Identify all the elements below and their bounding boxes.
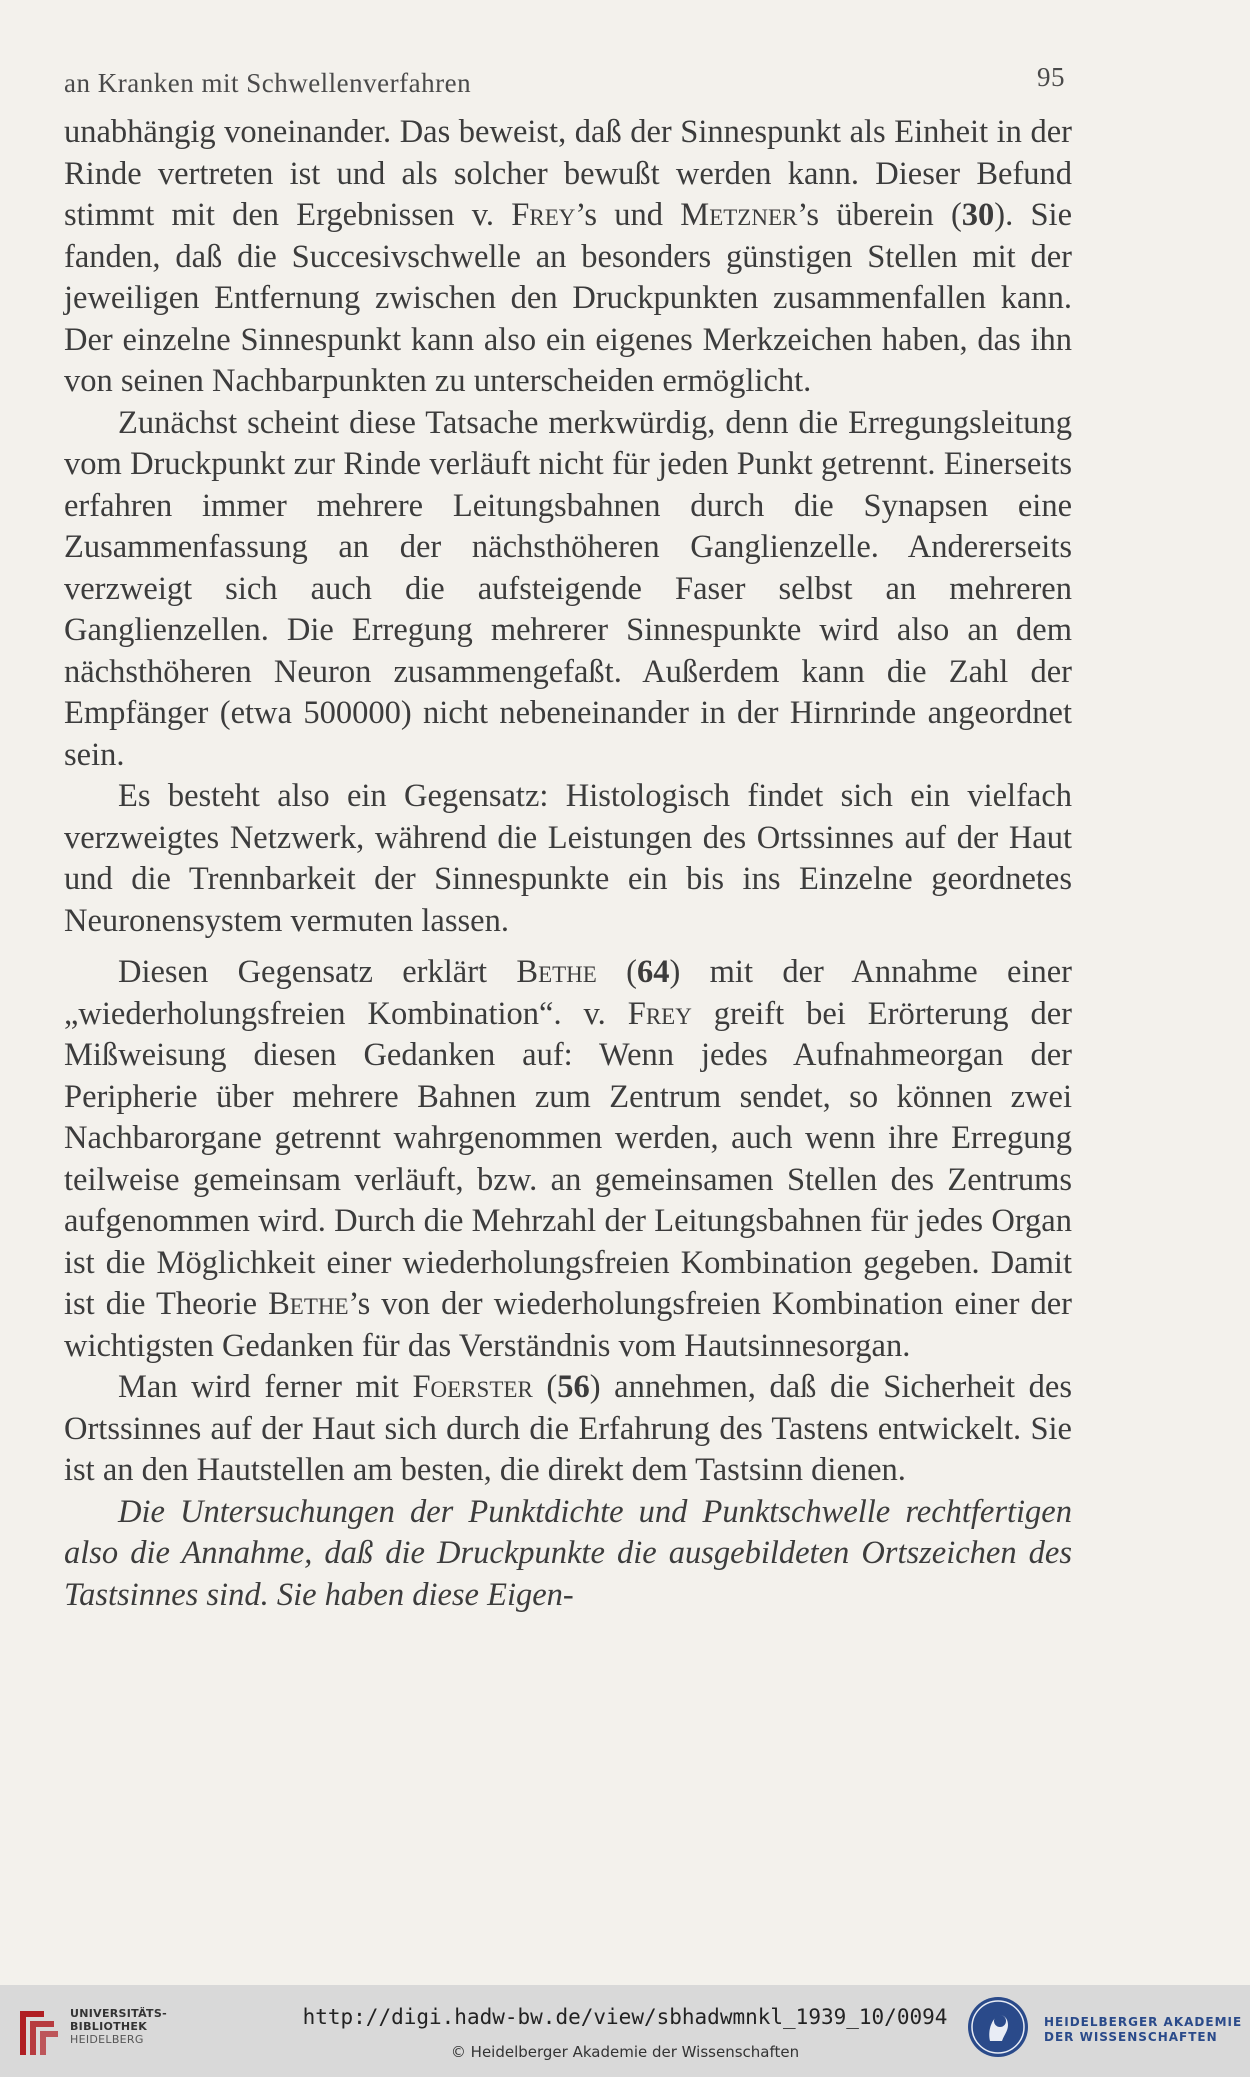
author-name-foerster: Foerster xyxy=(412,1369,533,1405)
text-run: ’s überein ( xyxy=(797,197,962,233)
library-name-line: HEIDELBERG xyxy=(70,2033,144,2046)
academy-name-line: DER WISSENSCHAFTEN xyxy=(1044,2030,1218,2044)
paragraph-1 xyxy=(64,112,1072,403)
text-run: greift bei Erörterung der Mißweisung diesen Gedanken auf: Wenn jedes Aufnahmeorgan der Peripherie über mehrere Bahnen zum Zentrum sendet, so können zwei Nachbarorgane getrennt wahrgenommen werden, auch wenn ihre Erregung teilweise gemeinsam verläuft, bzw. an gemeinsamen Stellen des Zentrums aufgenommen wird. Durch die Mehrzahl der Leitungsbahnen für jedes Organ ist die Möglichkeit einer wiederholungsfreien Kombination gegeben. Damit ist die Theorie xyxy=(64,995,1072,1322)
author-name-bethe: Bethe xyxy=(268,1286,349,1322)
footer-bar xyxy=(0,1985,1250,2077)
text-run: ’s von der wiederholungsfreien Kombination einer der wichtigsten Gedanken für das Verständnis vom Hautsinnesorgan. xyxy=(64,1286,1072,1364)
text-run: Man wird ferner mit xyxy=(118,1369,413,1405)
text-run: ) annehmen, daß die Sicherheit des Ortssinnes auf der Haut sich durch die Erfahrung des Tastens entwickelt. Sie ist an den Hautstellen am besten, die direkt dem Tastsinn dienen. xyxy=(64,1369,1072,1488)
paragraph-6-italic-conclusion: Die Untersuchungen der Punktdichte und Punktschwelle rechtfertigen also die Annahme, daß die Druckpunkte die ausgebildeten Ortszeichen des Tastsinnes sind. Sie haben diese Eigen- xyxy=(64,1493,1072,1613)
paragraph-4 xyxy=(64,952,1072,1367)
body-text xyxy=(64,112,1072,1616)
text-run: ). Sie fanden, daß die Succesivschwelle an besonders günstigen Stellen mit der jeweiligen Entfernung zwischen den Druckpunkten zusammenfallen kann. Der einzelne Sinnespunkt kann also ein eigenes Merkzeichen haben, das ihn von seinen Nachbarpunkten zu unterscheiden ermöglicht. xyxy=(64,197,1072,399)
page-number: 95 xyxy=(1037,62,1065,92)
running-title: an Kranken mit Schwellenverfahren xyxy=(64,68,472,98)
text-run: ’s und xyxy=(575,197,681,233)
library-name-line: UNIVERSITÄTS- xyxy=(70,2007,167,2020)
paragraph-3: Es besteht also ein Gegensatz: Histologisch findet sich ein vielfach verzweigtes Netzwerk, während die Leistungen des Ortssinnes auf der Haut und die Trennbarkeit der Sinnespunkte ein bis ins Einzelne geordnetes Neuronensystem vermuten lassen. xyxy=(64,778,1072,939)
library-name-line: BIBLIOTHEK xyxy=(70,2020,148,2033)
academy-name-line: HEIDELBERGER AKADEMIE xyxy=(1044,2015,1243,2029)
text-run: ( xyxy=(532,1369,558,1405)
author-name-bethe: Bethe xyxy=(516,954,597,990)
text-run: ) mit der Annahme einer „wiederholungsfreien Kombination“. v. xyxy=(64,954,1072,1032)
reference-number: 30 xyxy=(961,197,995,233)
academy-seal-icon[interactable] xyxy=(966,1995,1030,2059)
paragraph-2: Zunächst scheint diese Tatsache merkwürdig, denn die Erregungsleitung vom Druckpunkt zur Rinde verläuft nicht für jeden Punkt getrennt. Einerseits erfahren immer mehrere Leitungsbahnen durch die Synapsen eine Zusammenfassung an der nächsthöheren Ganglienzelle. Andererseits verzweigt sich auch die aufsteigende Faser selbst an mehreren Ganglienzellen. Die Erregung mehrerer Sinnespunkte wird also an dem nächsthöheren Neuron zusammengefaßt. Außerdem kann die Zahl der Empfänger (etwa 500000) nicht nebeneinander in der Hirnrinde angeordnet sein. xyxy=(64,404,1072,773)
academy-name xyxy=(1044,2015,1242,2045)
reference-number: 56 xyxy=(557,1369,590,1405)
author-name-frey: Frey xyxy=(511,197,576,233)
author-name-metzner: Metzner xyxy=(680,197,798,233)
running-header xyxy=(64,62,1065,102)
author-name-frey: Frey xyxy=(627,995,692,1032)
text-run: unabhängig voneinander. Das beweist, daß der Sinnespunkt als Einheit in der Rinde vertreten ist und als solcher bewußt werden kann. Dieser Befund stimmt mit den Ergebnissen v. xyxy=(64,114,1072,233)
copyright-notice: © Heidelberger Akademie der Wissenschaften xyxy=(450,2043,800,2061)
paragraph-5 xyxy=(64,1367,1072,1492)
reference-number: 64 xyxy=(637,954,670,990)
text-run: Diesen Gegensatz erklärt xyxy=(118,954,517,990)
text-run: ( xyxy=(596,954,637,990)
source-url-link[interactable]: http://digi.hadw-bw.de/view/sbhadwmnkl_1939_10/0094 xyxy=(302,2005,948,2029)
